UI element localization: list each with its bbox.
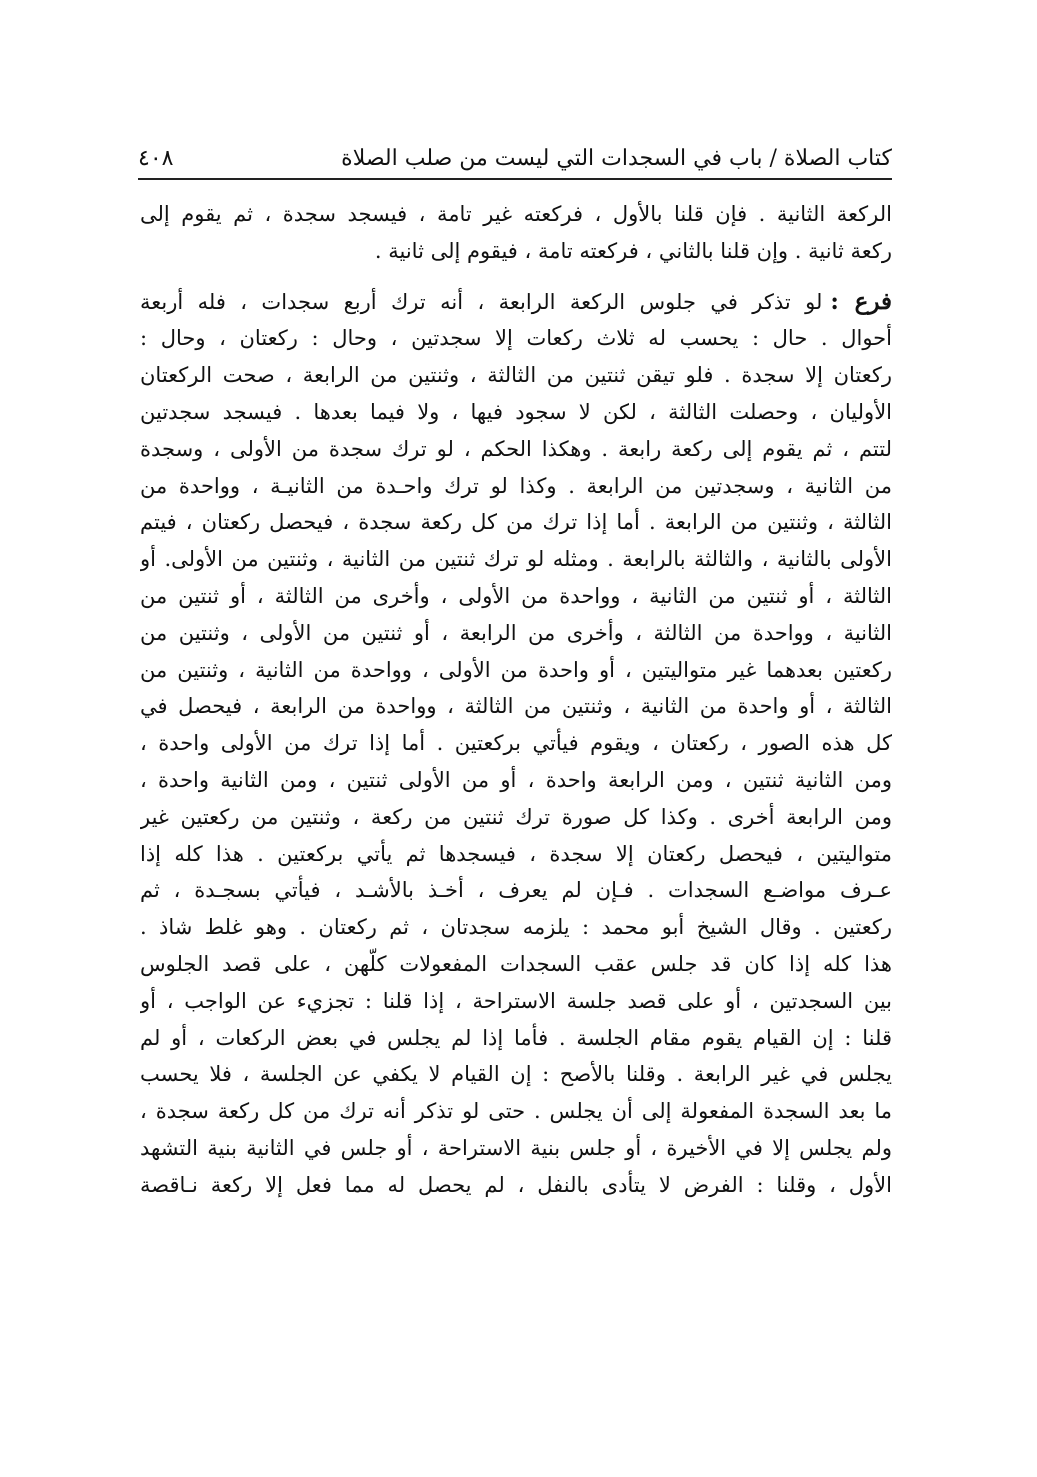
text-line: الأول ، وقلنا : الفرض لا يتأدى بالنفل ، لم يحصل له مما فعل إلا ركعة نـاقصة [140,1172,892,1197]
text-line: الأولى بالثانية ، والثالثة بالرابعة . ومثله لو ترك ثنتين من الثانية ، وثنتين من الأولى. أو [140,547,892,572]
text-line [140,1204,892,1241]
text-line: متواليتين ، فيحصل ركعتان إلا سجدة ، فيسجدها ثم يأتي بركعتين . هذا كله إذا [140,841,892,866]
text-line [140,1240,892,1277]
section-term: فرع : [830,287,892,315]
text-line: قلنا : إن القيام يقوم مقام الجلسة . فأما إذا لم يجلس في بعض الركعات ، أو لم [140,1025,892,1050]
paragraph [140,196,892,270]
text-line: ركعة ثانية . وإن قلنا بالثاني ، فركعته تامة ، فيقوم إلى ثانية . [374,238,892,263]
text-line: من الثانية ، وسجدتين من الرابعة . وكذا لو ترك واحـدة من الثانيـة ، وواحدة من [140,473,892,498]
text-line: الثالثة ، أو ثنتين من الثانية ، وواحدة من الأولى ، وأخرى من الثالثة ، أو ثنتين من [140,583,892,608]
page-number: ٤٠٨ [138,146,174,171]
text-line: بين السجدتين ، أو على قصد جلسة الاستراحة ، إذا قلنا : تجزيء عن الواجب ، أو [140,988,892,1013]
text-line: الأوليان ، وحصلت الثالثة ، لكن لا سجود فيها ، ولا فيما بعدها . فيسجد سجدتين [140,399,892,424]
paragraph [140,284,892,1278]
text-line: ركعتين بعدهما غير متواليتين ، أو واحدة من الأولى ، وواحدة من الثانية ، وثنتين من [140,657,892,682]
text-line: ولم يجلس إلا في الأخيرة ، أو جلس بنية الاستراحة ، أو جلس في الثانية بنية التشهد [140,1135,892,1160]
text-line: ما بعد السجدة المفعولة إلى أن يجلس . حتى لو تذكر أنه ترك من كل ركعة سجدة ، [140,1099,892,1124]
text-line-content: لو تذكر في جلوس الركعة الرابعة ، أنه ترك أربع سجدات ، فله أربعة [140,289,823,314]
text-line: يجلس في غير الرابعة . وقلنا بالأصح : إن القيام لا يكفي عن الجلسة ، فلا يحسب [140,1062,892,1087]
body-text [140,196,892,1277]
text-line: كل هذه الصور ، ركعتان ، ويقوم فيأتي بركعتين . أما إذا ترك من الأولى واحدة ، [140,731,892,756]
text-line: ومن الثانية ثنتين ، ومن الرابعة واحدة ، أو من الأولى ثنتين ، ومن الثانية واحدة ، [140,767,892,792]
text-line: الثالثة ، أو واحدة من الثانية ، وثنتين من الثالثة ، وواحدة من الرابعة ، فيحصل في [140,694,892,719]
header-title: كتاب الصلاة / باب في السجدات التي ليست من صلب الصلاة [341,146,892,171]
running-header [138,138,892,174]
text-line: أحوال . حال : يحسب له ثلاث ركعات إلا سجدتين ، وحال : ركعتان ، وحال : [140,326,892,351]
text-line: لتتم ، ثم يقوم إلى ركعة رابعة . وهكذا الحكم ، لو ترك سجدة من الأولى ، وسجدة [140,436,892,461]
text-line: الثانية ، وواحدة من الثالثة ، وأخرى من الرابعة ، أو ثنتين من الأولى ، وثنتين من [140,620,892,645]
text-line: عـرف مواضـع السجدات . فـإن لم يعرف ، أخـذ بالأشـد ، فيأتي بسجـدة ، ثم [140,878,892,903]
text-line: الركعة الثانية . فإن قلنا بالأول ، فركعته غير تامة ، فيسجد سجدة ، ثم يقوم إلى [140,202,892,226]
text-line: ركعتان إلا سجدة . فلو تيقن ثنتين من الثالثة ، وثنتين من الرابعة ، صحت الركعتان [140,363,892,388]
text-line: هذا كله إذا كان قد جلس عقب السجدات المفعولات كلّهن ، على قصد الجلوس [140,951,892,976]
text-line: الثالثة ، وثنتين من الرابعة . أما إذا ترك من كل ركعة سجدة ، فيحصل ركعتان ، فيتم [140,510,892,535]
text-line [140,284,892,321]
text-line: ومن الرابعة أخرى . وكذا كل صورة ترك ثنتين من ركعة ، وثنتين من ركعتين غير [140,804,892,829]
text-line: ركعتين . وقال الشيخ أبو محمد : يلزمه سجدتان ، ثم ركعتان . وهو غلط شاذ . [140,915,892,940]
header-rule [138,178,892,180]
